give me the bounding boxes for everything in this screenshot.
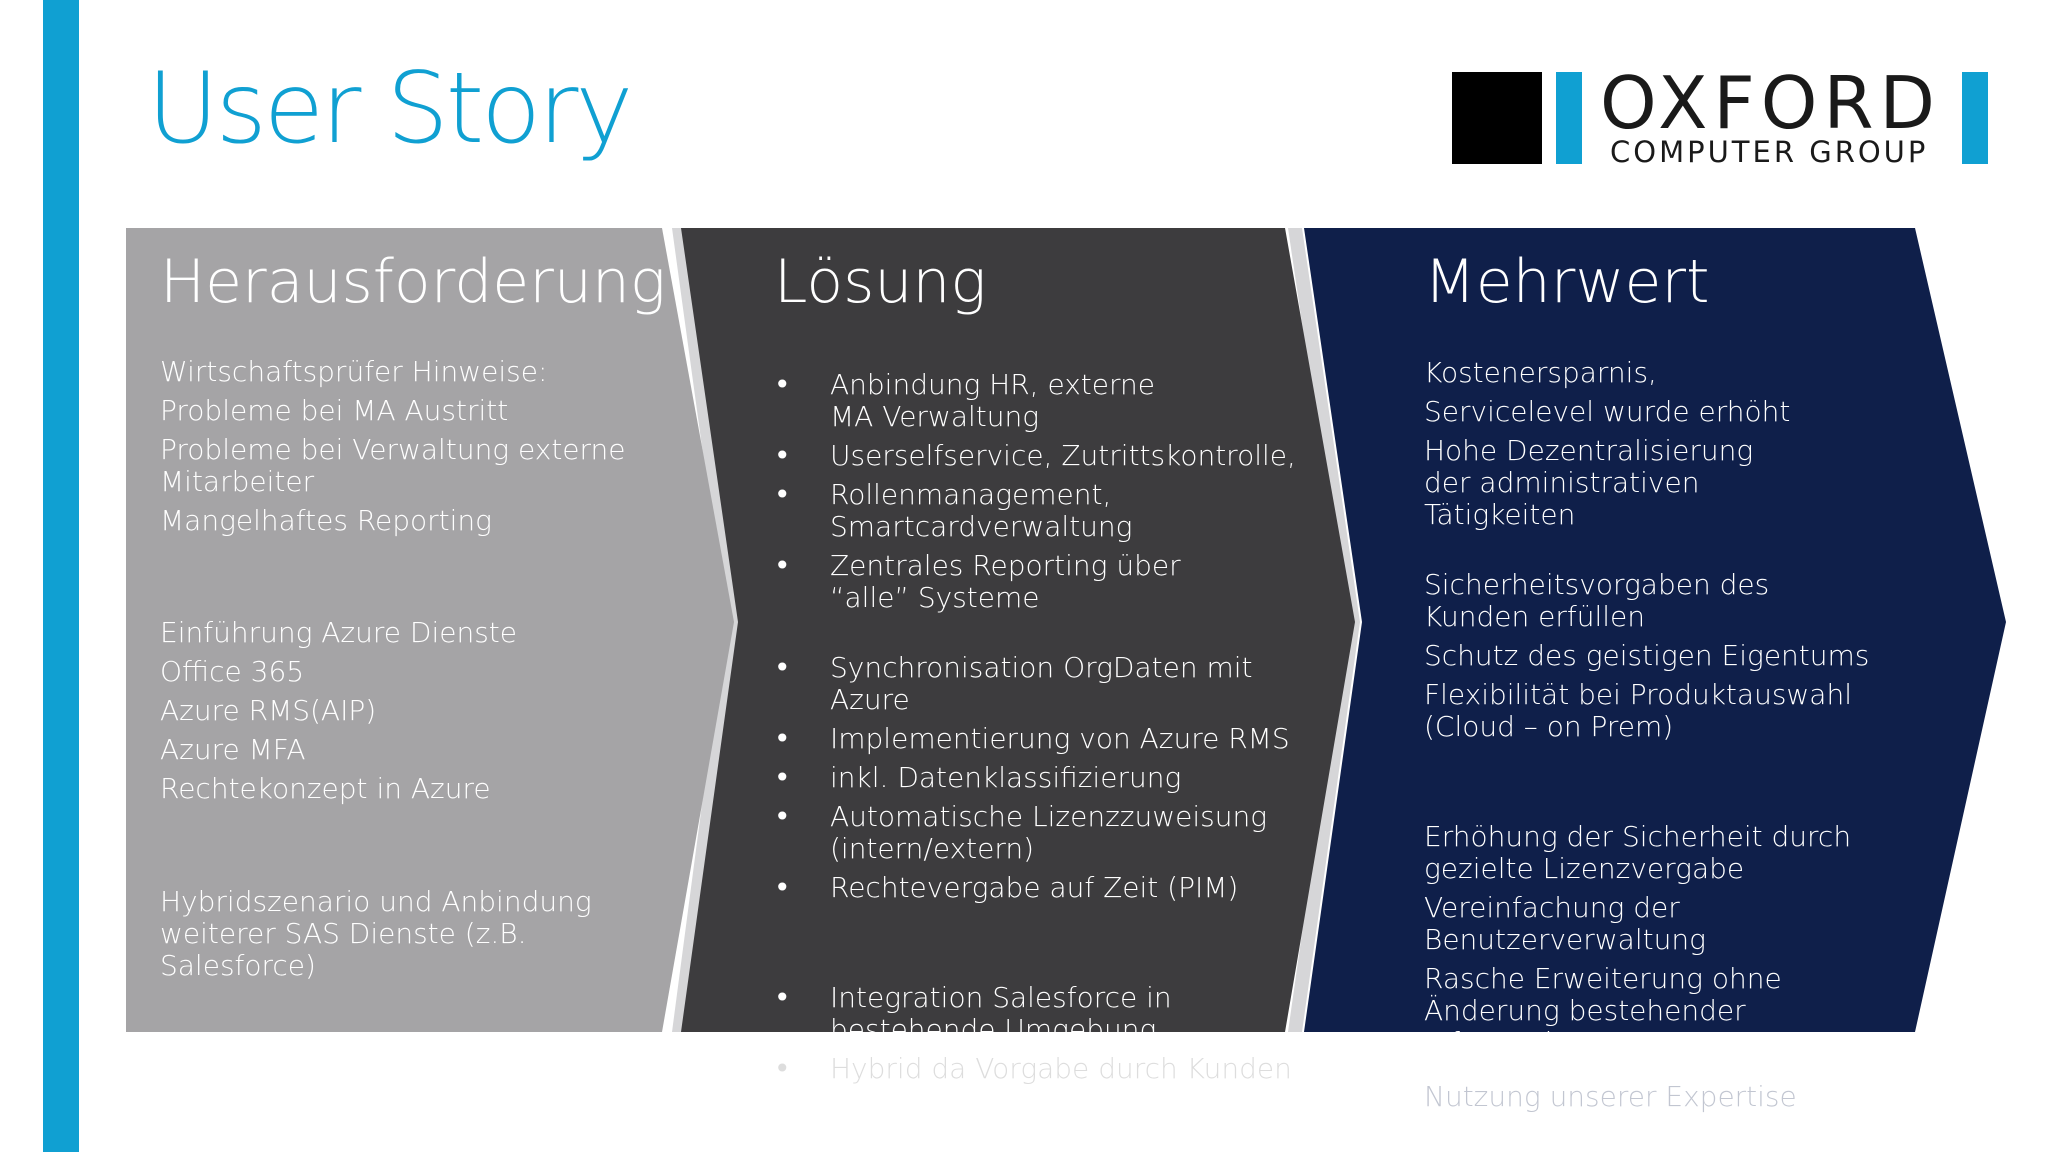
list-item: Hohe Dezentralisierung der administrativen Tätigkeiten [1424, 434, 1754, 531]
logo-subtitle: COMPUTER GROUP [1610, 135, 1929, 169]
list-item: • Hybrid da Vorgabe durch Kunden [774, 1053, 1314, 1085]
list-item: • inkl. Datenklassifizierung [774, 762, 1314, 794]
list-item: Vereinfachung der Benutzerverwaltung [1424, 891, 1706, 956]
challenge-list [160, 356, 680, 989]
list-item: Sicherheitsvorgaben des Kunden erfüllen [1424, 568, 1770, 633]
value-list [1424, 357, 1944, 1120]
list-item: Mangelhaftes Reporting [160, 504, 492, 537]
list-item: • Implementierung von Azure RMS [774, 723, 1314, 755]
slide-title: User Story [147, 52, 631, 166]
list-item: Erhöhung der Sicherheit durch gezielte Lizenzvergabe [1424, 820, 1852, 885]
list-item: Schutz des geistigen Eigentums [1424, 639, 1870, 672]
list-item: Servicelevel wurde erhöht [1424, 395, 1791, 428]
list-item: Azure RMS(AIP) [160, 694, 377, 727]
list-item: Wirtschaftsprüfer Hinweise: [160, 355, 548, 388]
list-item: Office 365 [160, 655, 305, 688]
list-item: Einführung Azure Dienste [160, 616, 517, 649]
solution-list [774, 369, 1314, 1092]
list-item: • Anbindung HR, externe MA Verwaltung [774, 369, 1190, 433]
list-item: • Zentrales Reporting über “alle” Systeme [774, 550, 1260, 614]
list-item: • Userselfservice, Zutrittskontrolle, [774, 440, 1314, 472]
list-item: Rasche Erweiterung ohne Änderung bestehender Infrastruktur [1424, 962, 1782, 1059]
list-item: Probleme bei MA Austritt [160, 394, 509, 427]
list-item: • Automatische Lizenzzuweisung (intern/extern) [774, 801, 1270, 865]
panel-title-challenge: Herausforderung [160, 247, 666, 317]
list-item: Rechtekonzept in Azure [160, 772, 491, 805]
list-item: Azure MFA [160, 733, 306, 766]
list-item: Nutzung unserer Expertise [1424, 1080, 1797, 1113]
list-item: • Integration Salesforce in bestehende Umgebung [774, 982, 1320, 1046]
panel-title-solution: Lösung [774, 247, 987, 317]
list-item: • Rechtevergabe auf Zeit (PIM) [774, 872, 1314, 904]
list-item: Flexibilität bei Produktauswahl (Cloud – on Prem) [1424, 678, 1852, 743]
list-item: Hybridszenario und Anbindung weiterer SAS Dienste (z.B. Salesforce) [160, 885, 592, 982]
list-item: Probleme bei Verwaltung externe Mitarbeiter [160, 433, 626, 498]
list-item: • Rollenmanagement, Smartcardverwaltung [774, 479, 1130, 543]
list-item: Kostenersparnis, [1424, 356, 1657, 389]
panel-title-value: Mehrwert [1424, 247, 1710, 317]
logo-wordmark: OXFORD [1600, 61, 1941, 145]
list-item: • Synchronisation OrgDaten mit Azure [774, 652, 1314, 716]
